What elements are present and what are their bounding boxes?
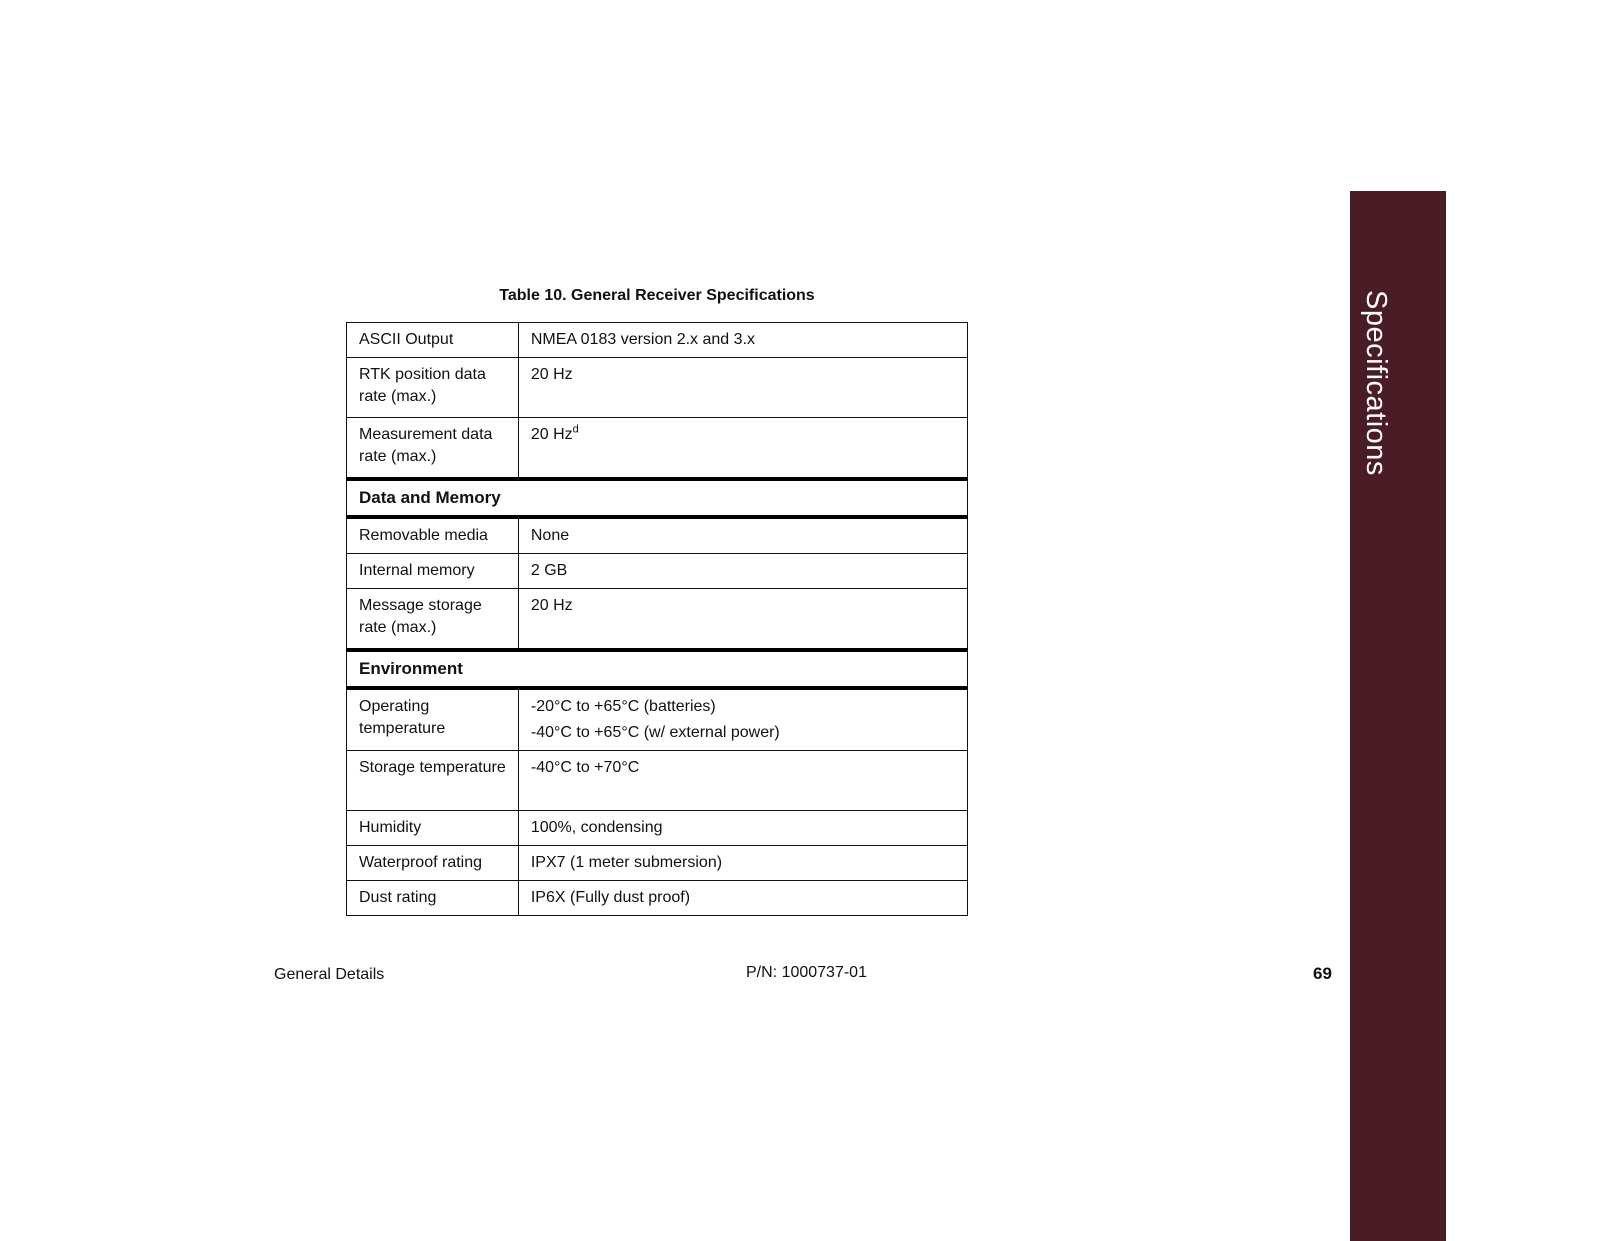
table-row <box>347 517 968 554</box>
spec-value-line <box>531 722 955 744</box>
footnote-marker: d <box>572 423 579 436</box>
chapter-tab-label: Specifications <box>1360 290 1392 476</box>
spec-value <box>518 589 967 651</box>
spec-value <box>518 418 967 480</box>
table-section-header <box>347 650 968 688</box>
spec-label: RTK position data rate (max.) <box>347 358 519 418</box>
section-title: Data and Memory <box>347 479 968 517</box>
spec-value-text: 100%, condensing <box>530 819 663 836</box>
spec-value <box>518 881 967 916</box>
page-number: 69 <box>1313 964 1332 983</box>
spec-value-text: -40°C to +70°C <box>530 759 640 776</box>
spec-value-text: 2 GB <box>530 562 568 579</box>
spec-value-line <box>531 560 955 582</box>
footer-part-number: P/N: 1000737-01 <box>746 964 867 981</box>
spec-value-text: 20 Hz <box>530 366 573 383</box>
spec-label: Storage temperature <box>347 751 519 811</box>
footer-section-name: General Details <box>274 966 385 983</box>
spec-value <box>518 811 967 846</box>
spec-value-line <box>531 696 955 718</box>
spec-value-line <box>531 887 955 909</box>
spec-value-line <box>531 364 955 386</box>
spec-value-text: 20 Hz <box>530 597 573 614</box>
spec-value-line <box>531 424 955 446</box>
spec-value <box>518 517 967 554</box>
table-row <box>347 751 968 811</box>
spec-table <box>346 322 968 916</box>
table-section-header <box>347 479 968 517</box>
spec-value <box>518 554 967 589</box>
spec-value-text: IPX7 (1 meter submersion) <box>530 854 723 871</box>
spec-value <box>518 358 967 418</box>
spec-label: ASCII Output <box>347 323 519 358</box>
spec-value-text: NMEA 0183 version 2.x and 3.x <box>530 331 755 348</box>
spec-value-line <box>531 329 955 351</box>
spec-value-text: None <box>530 527 570 544</box>
table-row <box>347 881 968 916</box>
spec-value-text: 20 Hz <box>530 426 573 443</box>
spec-label: Dust rating <box>347 881 519 916</box>
spec-value-line <box>531 817 955 839</box>
spec-label: Internal memory <box>347 554 519 589</box>
spec-value <box>518 751 967 811</box>
spec-label: Measurement data rate (max.) <box>347 418 519 480</box>
spec-label: Message storage rate (max.) <box>347 589 519 651</box>
table-row <box>347 323 968 358</box>
spec-value <box>518 688 967 751</box>
table-row <box>347 554 968 589</box>
spec-value <box>518 846 967 881</box>
spec-value-line <box>531 595 955 617</box>
section-title: Environment <box>347 650 968 688</box>
spec-label: Waterproof rating <box>347 846 519 881</box>
spec-value-line <box>531 757 955 779</box>
spec-value-text: -40°C to +65°C (w/ external power) <box>530 724 780 741</box>
spec-label: Removable media <box>347 517 519 554</box>
table-caption: Table 10. General Receiver Specifications <box>499 287 815 304</box>
table-row <box>347 589 968 651</box>
table-row <box>347 846 968 881</box>
table-row <box>347 418 968 480</box>
table-row <box>347 811 968 846</box>
spec-value-text: -20°C to +65°C (batteries) <box>530 698 716 715</box>
spec-value-text: IP6X (Fully dust proof) <box>530 889 691 906</box>
table-row <box>347 688 968 751</box>
table-row <box>347 358 968 418</box>
spec-value-line <box>531 852 955 874</box>
spec-label: Operating temperature <box>347 688 519 751</box>
spec-value <box>518 323 967 358</box>
spec-label: Humidity <box>347 811 519 846</box>
spec-value-line <box>531 525 955 547</box>
